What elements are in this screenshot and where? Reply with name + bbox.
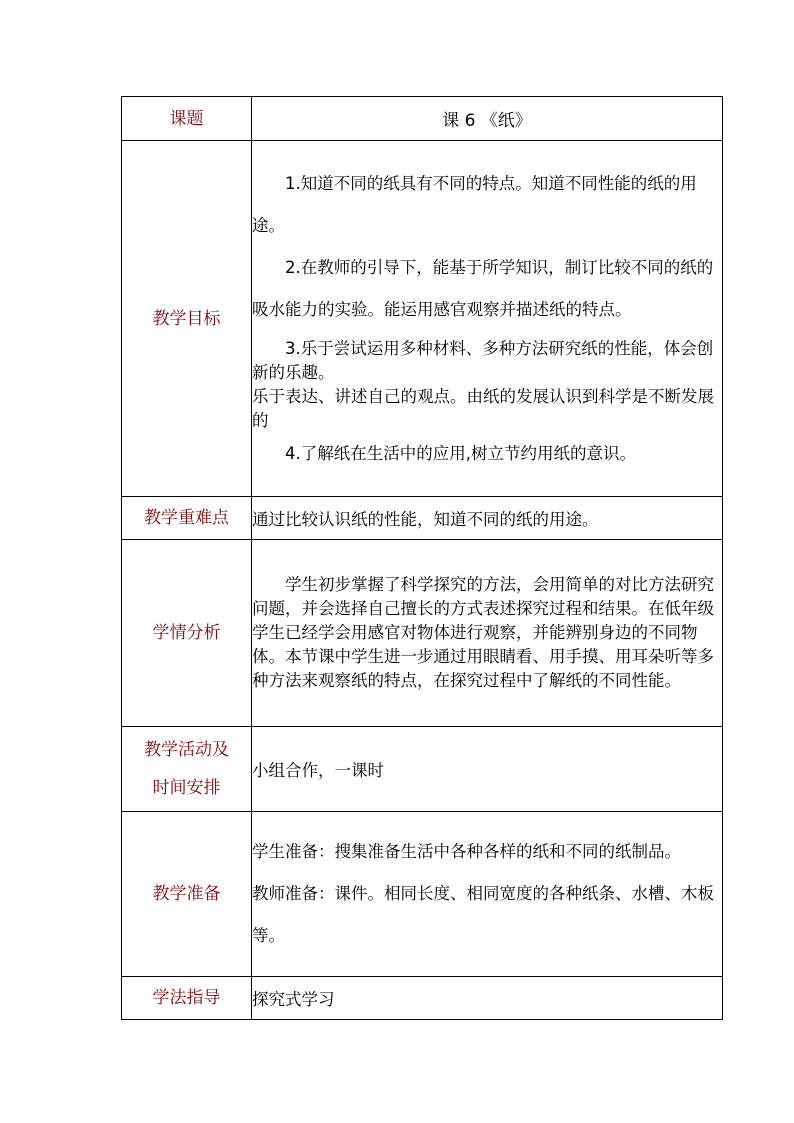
preparation-teacher: 教师准备：课件。相同长度、相同宽度的各种纸条、水槽、木板等。 [252,884,714,945]
lesson-title: 课 6 《纸》 [252,97,723,141]
label-activity [122,727,252,812]
row-activity [122,727,723,812]
row-analysis [122,540,723,727]
label-analysis: 学情分析 [122,540,252,727]
guidance-content: 探究式学习 [252,977,723,1020]
label-activity-line1: 教学活动及 [144,740,229,760]
lesson-plan-table [121,96,723,1020]
objective-3b: 乐于表达、讲述自己的观点。由纸的发展认识到科学是不断发展的 [252,386,714,430]
objective-1: 1.知道不同的纸具有不同的特点。知道不同性能的纸的用途。 [252,173,697,235]
analysis-content [252,540,723,727]
row-objectives [122,141,723,497]
row-preparation [122,812,723,977]
label-key-points: 教学重难点 [122,497,252,540]
objective-4: 4.了解纸在生活中的应用,树立节约用纸的意识。 [285,443,636,463]
label-objectives: 教学目标 [122,141,252,497]
label-title: 课题 [122,97,252,141]
preparation-student: 学生准备：搜集准备生活中各种各样的纸和不同的纸制品。 [252,842,681,861]
label-guidance: 学法指导 [122,977,252,1020]
row-title [122,97,723,141]
label-preparation: 教学准备 [122,812,252,977]
preparation-content [252,812,723,977]
objective-2: 2.在教师的引导下，能基于所学知识，制订比较不同的纸的吸水能力的实验。能运用感官观察并描述纸的特点。 [252,257,714,319]
analysis-text: 学生初步掌握了科学探究的方法，会用简单的对比方法研究问题，并会选择自己擅长的方式表述探究过程和结果。在低年级学生已经学会用感官对物体进行观察，并能辨别身边的不同物体。本节课中学生进一步通过用眼睛看、用手摸、用耳朵听等多种方法来观察纸的特点，在探究过程中了解纸的不同性能。 [252,575,714,690]
objective-3: 3.乐于尝试运用多种材料、多种方法研究纸的性能，体会创新的乐趣。 [252,338,714,382]
key-points-content: 通过比较认识纸的性能，知道不同的纸的用途。 [252,497,723,540]
row-guidance [122,977,723,1020]
activity-content: 小组合作，一课时 [252,727,723,812]
label-activity-line2: 时间安排 [152,778,221,798]
row-key-points [122,497,723,540]
objectives-content [252,141,723,497]
